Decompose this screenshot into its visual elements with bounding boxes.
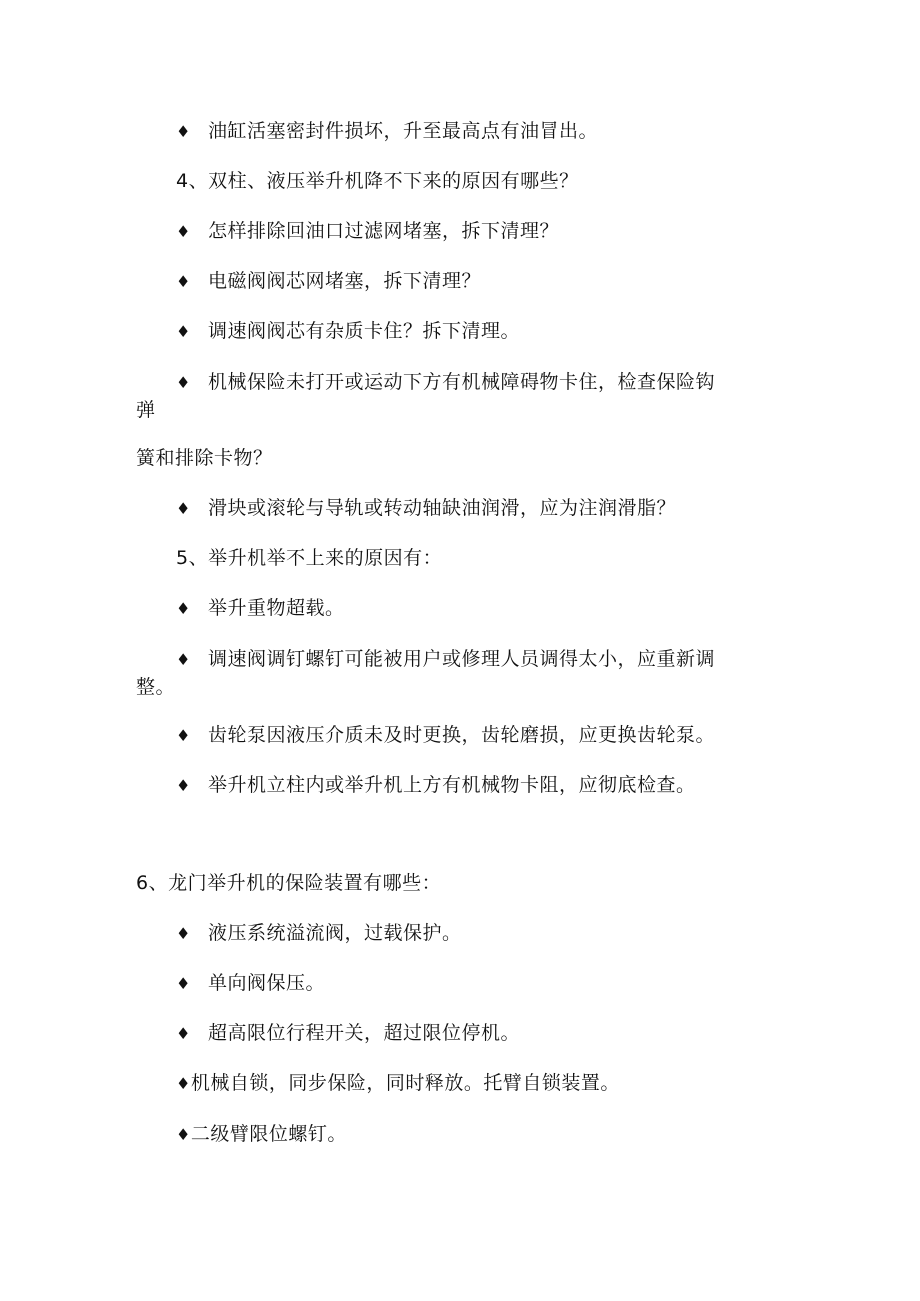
bullet-item	[176, 369, 715, 396]
item-text: 弹	[136, 399, 156, 421]
diamond-bullet-icon: ♦	[176, 924, 191, 943]
bullet-item	[176, 218, 559, 245]
bullet-item	[176, 595, 345, 622]
question-heading	[176, 168, 579, 194]
item-text: 液压系统溢流阀，过载保护。	[208, 922, 462, 944]
diamond-bullet-icon: ♦	[176, 599, 191, 618]
diamond-bullet-icon: ♦	[176, 322, 191, 341]
question-text: 6、龙门举升机的保险装置有哪些：	[136, 872, 442, 894]
item-text: 举升机立柱内或举升机上方有机械物卡阻，应彻底检查。	[208, 774, 696, 796]
item-text: 调速阀阀芯有杂质卡住？拆下清理。	[208, 320, 521, 342]
bullet-item	[176, 722, 715, 749]
diamond-bullet-icon: ♦	[176, 122, 191, 141]
diamond-bullet-icon: ♦	[176, 499, 191, 518]
bullet-item	[176, 495, 676, 522]
bullet-item	[176, 1020, 520, 1047]
diamond-bullet-icon: ♦	[176, 222, 191, 241]
item-text: 齿轮泵因液压介质未及时更换，齿轮磨损，应更换齿轮泵。	[208, 724, 716, 746]
item-text: 二级臂限位螺钉。	[190, 1123, 347, 1145]
bullet-item	[176, 772, 696, 799]
bullet-item	[176, 268, 481, 295]
bullet-item	[176, 118, 598, 145]
item-text: 机械保险未打开或运动下方有机械障碍物卡住，检查保险钩	[208, 371, 716, 393]
item-text: 超高限位行程开关，超过限位停机。	[208, 1022, 521, 1044]
bullet-item	[176, 920, 462, 947]
item-text: 怎样排除回油口过滤网堵塞，拆下清理？	[208, 220, 560, 242]
item-continuation	[136, 674, 175, 700]
diamond-bullet-icon: ♦	[176, 650, 191, 669]
diamond-bullet-icon: ♦	[176, 726, 191, 745]
item-text: 机械自锁，同步保险，同时释放。托臂自锁装置。	[190, 1072, 620, 1094]
question-heading	[136, 870, 441, 896]
item-continuation	[136, 445, 273, 471]
diamond-bullet-icon: ♦	[176, 373, 191, 392]
item-text: 单向阀保压。	[208, 972, 326, 994]
item-text: 调速阀调钉螺钉可能被用户或修理人员调得太小，应重新调	[208, 648, 716, 670]
item-text: 滑块或滚轮与导轨或转动轴缺油润滑，应为注润滑脂？	[208, 497, 677, 519]
item-text: 整。	[136, 676, 176, 698]
question-text: 4、双柱、液压举升机降不下来的原因有哪些？	[176, 170, 579, 192]
bullet-item	[176, 318, 520, 345]
bullet-item	[176, 646, 715, 673]
diamond-bullet-icon: ♦	[176, 776, 191, 795]
diamond-bullet-icon: ♦	[176, 1024, 191, 1043]
diamond-bullet-icon: ♦	[176, 974, 191, 993]
bullet-item	[176, 1121, 347, 1148]
item-text: 举升重物超载。	[208, 597, 345, 619]
item-continuation	[136, 397, 156, 423]
question-text: 5、举升机举不上来的原因有：	[176, 547, 443, 569]
item-text: 油缸活塞密封件损坏，升至最高点有油冒出。	[208, 120, 599, 142]
bullet-item	[176, 1070, 620, 1097]
diamond-bullet-icon: ♦	[176, 272, 191, 291]
item-text: 电磁阀阀芯网堵塞，拆下清理？	[208, 270, 482, 292]
diamond-bullet-icon: ♦	[176, 1125, 191, 1144]
item-text: 簧和排除卡物？	[136, 447, 273, 469]
bullet-item	[176, 970, 325, 997]
question-heading	[176, 545, 442, 571]
diamond-bullet-icon: ♦	[176, 1074, 191, 1093]
